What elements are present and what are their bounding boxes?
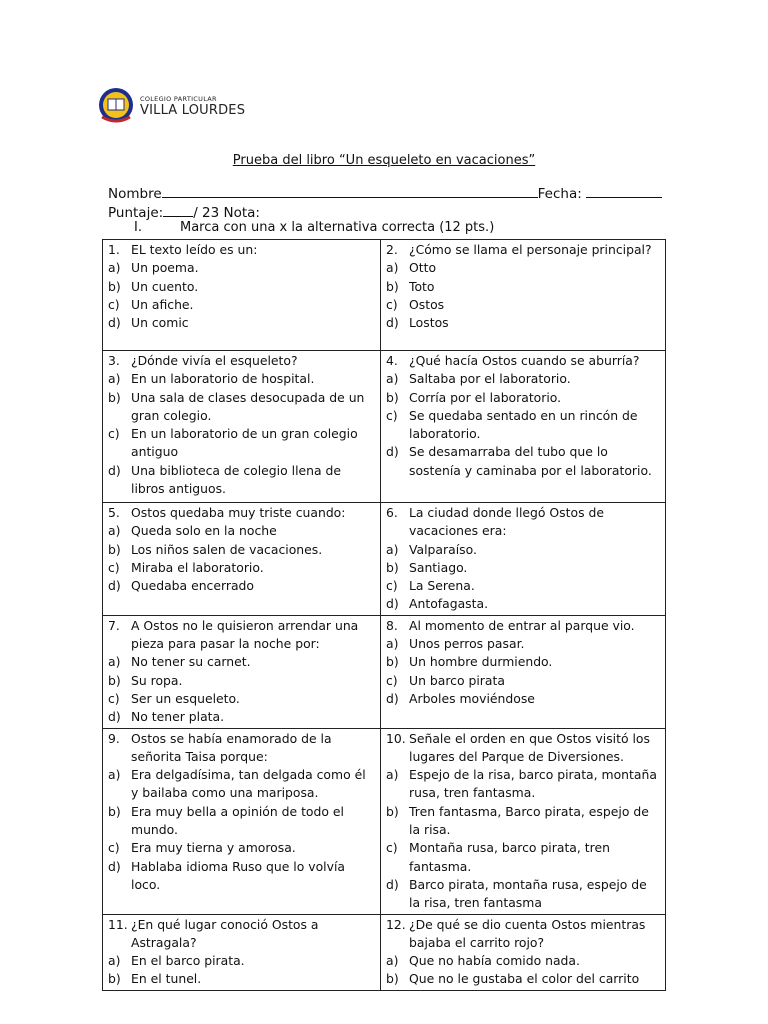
answer-option[interactable]: [386, 370, 661, 388]
question-cell: [103, 351, 381, 503]
option-text: Toto: [409, 278, 435, 294]
school-logo: [96, 85, 256, 125]
question-text: La ciudad donde llegó Ostos de vacaciones era:: [409, 505, 604, 539]
answer-option[interactable]: [386, 653, 661, 671]
question-text: ¿De qué se dio cuenta Ostos mientras bajaba el carrito rojo?: [409, 916, 646, 950]
answer-option[interactable]: [108, 541, 376, 559]
option-letter: c): [386, 840, 398, 856]
answer-option[interactable]: [108, 653, 376, 671]
question-number: 2.: [386, 242, 398, 257]
section-instruction: Marca con una x la alternativa correcta (12 pts.): [180, 220, 495, 235]
question-stem: [108, 916, 376, 953]
option-text: En un laboratorio de un gran colegio antiguo: [131, 426, 358, 460]
option-letter: d): [108, 578, 121, 594]
answer-option[interactable]: [386, 278, 661, 296]
option-text: Era muy bella a opinión de todo el mundo.: [131, 803, 344, 838]
question-text: ¿Cómo se llama el personaje principal?: [409, 242, 652, 257]
question-cell: [381, 615, 666, 728]
option-letter: d): [386, 444, 399, 460]
question-stem: [108, 504, 376, 522]
answer-option[interactable]: [108, 577, 376, 595]
question-stem: [108, 617, 376, 654]
option-letter: d): [108, 462, 121, 478]
option-letter: d): [386, 876, 399, 892]
nombre-fecha-line: [108, 184, 662, 202]
option-text: Los niños salen de vacaciones.: [131, 541, 323, 557]
option-text: Una sala de clases desocupada de un gran colegio.: [131, 389, 365, 423]
question-number: 1.: [108, 242, 120, 257]
answer-option[interactable]: [108, 839, 376, 857]
option-letter: a): [386, 636, 399, 652]
question-row: [103, 503, 666, 616]
option-letter: b): [386, 559, 399, 575]
answer-option[interactable]: [108, 970, 376, 988]
option-letter: b): [108, 971, 121, 987]
question-text: Ostos se había enamorado de la señorita Taisa porque:: [131, 730, 332, 764]
option-text: Ostos: [409, 296, 445, 312]
answer-option[interactable]: [108, 559, 376, 577]
fecha-label: Fecha:: [537, 186, 582, 202]
option-letter: a): [108, 767, 121, 783]
option-text: No tener su carnet.: [131, 654, 251, 670]
option-letter: d): [386, 315, 399, 331]
question-stem: [386, 504, 661, 541]
question-number: 4.: [386, 353, 398, 368]
question-cell: [103, 914, 381, 990]
answer-option[interactable]: [386, 952, 661, 970]
nombre-field[interactable]: [162, 184, 538, 198]
option-text: Valparaíso.: [409, 541, 477, 557]
option-letter: b): [108, 389, 121, 405]
option-letter: a): [108, 260, 121, 276]
question-cell: [103, 615, 381, 728]
puntaje-label: Puntaje:: [108, 205, 164, 221]
question-text: ¿En qué lugar conoció Ostos a Astragala?: [131, 916, 319, 950]
option-text: Otto: [409, 260, 437, 276]
answer-option[interactable]: [108, 803, 376, 840]
school-name-line2: VILLA LOURDES: [140, 103, 246, 118]
answer-option[interactable]: [386, 970, 661, 988]
question-stem: [108, 730, 376, 767]
question-stem: [108, 352, 376, 370]
option-letter: a): [108, 654, 121, 670]
option-text: No tener plata.: [131, 709, 225, 725]
question-row: [103, 351, 666, 503]
option-text: Un hombre durmiendo.: [409, 654, 553, 670]
puntaje-line: [108, 203, 260, 221]
question-cell: [381, 914, 666, 990]
answer-option[interactable]: [108, 278, 376, 296]
option-text: Miraba el laboratorio.: [131, 559, 264, 575]
option-text: Era delgadísima, tan delgada como él y bailaba como una mariposa.: [131, 767, 366, 801]
question-stem: [386, 352, 661, 370]
answer-option[interactable]: [108, 522, 376, 540]
question-cell: [103, 728, 381, 914]
answer-option[interactable]: [108, 296, 376, 314]
option-letter: c): [108, 840, 120, 856]
option-text: Un cuento.: [131, 278, 199, 294]
option-letter: b): [108, 803, 121, 819]
question-text: Señale el orden en que Ostos visitó los lugares del Parque de Diversiones.: [409, 730, 650, 764]
question-number: 8.: [386, 617, 398, 633]
option-text: Lostos: [409, 315, 449, 331]
option-letter: b): [386, 654, 399, 670]
school-name-line1: COLEGIO PARTICULAR: [140, 95, 217, 103]
answer-option[interactable]: [108, 370, 376, 388]
section-roman-numeral: I.: [134, 220, 142, 235]
question-cell: [103, 240, 381, 351]
answer-option[interactable]: [386, 766, 661, 803]
answer-option[interactable]: [108, 952, 376, 970]
option-text: Un barco pirata: [409, 672, 505, 688]
question-number: 6.: [386, 505, 398, 520]
option-letter: b): [386, 971, 399, 987]
option-text: Quedaba encerrado: [131, 578, 255, 594]
option-text: Que no le gustaba el color del carrito: [409, 971, 640, 987]
question-row: [103, 728, 666, 914]
option-text: Un afiche.: [131, 296, 194, 312]
answer-option[interactable]: [386, 839, 661, 876]
question-cell: [103, 503, 381, 616]
option-letter: a): [386, 541, 399, 557]
option-letter: c): [386, 578, 398, 594]
option-letter: c): [108, 426, 120, 442]
option-text: La Serena.: [409, 578, 475, 594]
question-row: [103, 615, 666, 728]
option-letter: b): [108, 672, 121, 688]
option-text: Su ropa.: [131, 672, 183, 688]
option-text: Arboles moviéndose: [409, 690, 535, 706]
option-letter: b): [108, 541, 121, 557]
answer-option[interactable]: [386, 407, 661, 444]
option-letter: b): [386, 389, 399, 405]
option-letter: c): [386, 672, 398, 688]
question-cell: [381, 503, 666, 616]
answer-option[interactable]: [108, 425, 376, 462]
option-letter: d): [108, 709, 121, 725]
question-cell: [381, 351, 666, 503]
option-letter: d): [386, 690, 399, 706]
option-text: Tren fantasma, Barco pirata, espejo de la risa.: [409, 803, 649, 838]
answer-option[interactable]: [108, 858, 376, 895]
option-text: Un comic: [131, 315, 189, 331]
option-letter: c): [386, 296, 398, 312]
answer-option[interactable]: [108, 314, 376, 332]
answer-option[interactable]: [108, 462, 376, 499]
option-letter: a): [386, 371, 399, 387]
option-text: Unos perros pasar.: [409, 636, 525, 652]
option-letter: b): [386, 803, 399, 819]
question-stem: [386, 241, 661, 259]
answer-option[interactable]: [386, 876, 661, 913]
answer-option[interactable]: [386, 690, 661, 708]
question-row: [103, 914, 666, 990]
answer-option[interactable]: [108, 389, 376, 426]
option-text: Montaña rusa, barco pirata, tren fantasma.: [409, 840, 610, 874]
option-letter: d): [108, 315, 121, 331]
answer-option[interactable]: [386, 296, 661, 314]
answer-option[interactable]: [386, 577, 661, 595]
option-letter: b): [386, 278, 399, 294]
question-text: ¿Dónde vivía el esqueleto?: [131, 353, 298, 368]
question-stem: [386, 730, 661, 767]
question-row: [103, 240, 666, 351]
option-text: Saltaba por el laboratorio.: [409, 371, 571, 387]
option-letter: a): [386, 953, 399, 969]
option-letter: a): [108, 953, 121, 969]
question-stem: [386, 617, 661, 635]
question-number: 7.: [108, 617, 120, 633]
puntaje-field[interactable]: [163, 203, 193, 217]
option-text: Una biblioteca de colegio llena de libros antiguos.: [131, 462, 342, 497]
option-letter: b): [108, 278, 121, 294]
option-text: En un laboratorio de hospital.: [131, 371, 315, 387]
answer-option[interactable]: [108, 259, 376, 277]
question-stem: [108, 241, 376, 259]
option-letter: c): [386, 407, 398, 423]
answer-option[interactable]: [386, 635, 661, 653]
question-number: 10.: [386, 730, 406, 746]
answer-option[interactable]: [386, 314, 661, 332]
answer-option[interactable]: [108, 708, 376, 726]
test-title: Prueba del libro “Un esqueleto en vacaciones”: [232, 153, 536, 168]
fecha-field[interactable]: [586, 184, 662, 198]
option-letter: a): [108, 523, 121, 539]
option-letter: c): [108, 296, 120, 312]
answer-option[interactable]: [386, 672, 661, 690]
answer-option[interactable]: [386, 259, 661, 277]
questions-table: [102, 239, 666, 991]
question-text: Al momento de entrar al parque vio.: [409, 617, 635, 633]
option-letter: a): [386, 767, 399, 783]
answer-option[interactable]: [108, 690, 376, 708]
question-stem: [386, 916, 661, 953]
option-letter: a): [386, 260, 399, 276]
option-letter: a): [108, 371, 121, 387]
option-text: Corría por el laboratorio.: [409, 389, 562, 405]
question-cell: [381, 728, 666, 914]
answer-option[interactable]: [386, 541, 661, 559]
nombre-label: Nombre: [108, 186, 162, 202]
answer-option[interactable]: [108, 672, 376, 690]
puntaje-total: / 23 Nota:: [193, 205, 260, 221]
option-text: Se desamarraba del tubo que lo sostenía y caminaba por el laboratorio.: [409, 444, 652, 478]
question-text: EL texto leído es un:: [131, 242, 258, 257]
option-letter: d): [386, 596, 399, 612]
option-text: Que no había comido nada.: [409, 953, 580, 969]
answer-option[interactable]: [386, 443, 661, 480]
option-text: Barco pirata, montaña rusa, espejo de la risa, tren fantasma: [409, 876, 647, 911]
option-text: Queda solo en la noche: [131, 523, 277, 539]
option-letter: d): [108, 858, 121, 874]
school-crest-icon: [96, 85, 136, 125]
option-text: Antofagasta.: [409, 596, 489, 612]
question-number: 12.: [386, 916, 406, 932]
answer-option[interactable]: [386, 559, 661, 577]
option-text: Espejo de la risa, barco pirata, montaña rusa, tren fantasma.: [409, 767, 657, 801]
option-text: Santiago.: [409, 559, 468, 575]
answer-option[interactable]: [386, 595, 661, 613]
question-number: 3.: [108, 353, 120, 368]
option-text: Un poema.: [131, 260, 199, 276]
question-number: 9.: [108, 730, 120, 746]
option-text: Se quedaba sentado en un rincón de laboratorio.: [409, 407, 638, 442]
question-cell: [381, 240, 666, 351]
answer-option[interactable]: [386, 389, 661, 407]
answer-option[interactable]: [386, 803, 661, 840]
option-text: En el barco pirata.: [131, 953, 245, 969]
question-number: 5.: [108, 505, 120, 520]
option-text: Hablaba idioma Ruso que lo volvía loco.: [131, 858, 345, 892]
option-text: En el tunel.: [131, 971, 202, 987]
question-text: ¿Qué hacía Ostos cuando se aburría?: [409, 353, 640, 368]
option-letter: c): [108, 559, 120, 575]
question-number: 11.: [108, 916, 128, 932]
answer-option[interactable]: [108, 766, 376, 803]
option-letter: c): [108, 690, 120, 706]
question-text: Ostos quedaba muy triste cuando:: [131, 505, 346, 520]
question-text: A Ostos no le quisieron arrendar una pieza para pasar la noche por:: [131, 617, 359, 652]
option-text: Ser un esqueleto.: [131, 690, 240, 706]
option-text: Era muy tierna y amorosa.: [131, 840, 296, 856]
